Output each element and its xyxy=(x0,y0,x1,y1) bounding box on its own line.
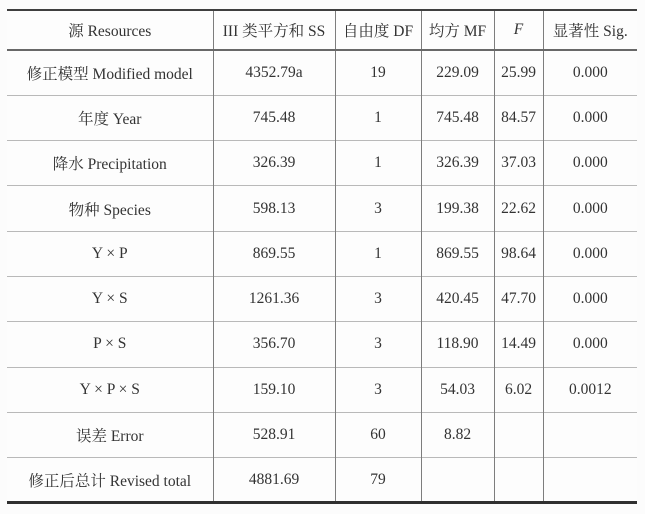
cell-mf: 420.45 xyxy=(421,276,494,321)
cell-df: 1 xyxy=(335,95,421,140)
cell-df: 3 xyxy=(335,322,421,367)
cell-df: 60 xyxy=(335,412,421,457)
cell-sig: 0.000 xyxy=(543,95,637,140)
column-header-f: F xyxy=(494,10,543,50)
cell-ss: 159.10 xyxy=(213,367,335,412)
cell-sig: 0.000 xyxy=(543,231,637,276)
table-row xyxy=(7,412,637,457)
cell-df: 1 xyxy=(335,231,421,276)
cell-source: 误差 Error xyxy=(75,428,144,446)
anova-table xyxy=(7,9,637,504)
cell-f: 14.49 xyxy=(494,322,543,367)
cell-mf: 54.03 xyxy=(421,367,494,412)
cell-f: 84.57 xyxy=(494,95,543,140)
cell-df: 79 xyxy=(335,458,421,503)
cell-sig: 0.000 xyxy=(543,50,637,95)
cell-source: Y × P × S xyxy=(79,380,140,398)
cell-mf: 199.38 xyxy=(421,186,494,231)
cell-sig: 0.000 xyxy=(543,322,637,367)
table-row xyxy=(7,141,637,186)
cell-df: 3 xyxy=(335,276,421,321)
cell-sig xyxy=(543,412,637,457)
table-row xyxy=(7,186,637,231)
table-row xyxy=(7,50,637,95)
cell-mf: 118.90 xyxy=(421,322,494,367)
cell-ss: 4881.69 xyxy=(213,458,335,503)
column-header-sig: 显著性 Sig. xyxy=(543,10,637,50)
table-row xyxy=(7,95,637,140)
cell-f: 37.03 xyxy=(494,141,543,186)
cell-sig: 0.0012 xyxy=(543,367,637,412)
cell-f: 6.02 xyxy=(494,367,543,412)
header-row xyxy=(7,10,637,50)
cell-sig: 0.000 xyxy=(543,186,637,231)
table-row xyxy=(7,367,637,412)
cell-ss: 4352.79a xyxy=(213,50,335,95)
cell-mf: 229.09 xyxy=(421,50,494,95)
cell-sig xyxy=(543,458,637,503)
cell-ss: 598.13 xyxy=(213,186,335,231)
cell-source: Y × P xyxy=(91,244,128,262)
cell-f xyxy=(494,458,543,503)
cell-df: 1 xyxy=(335,141,421,186)
cell-f xyxy=(494,412,543,457)
cell-source: 降水 Precipitation xyxy=(52,156,167,174)
cell-ss: 745.48 xyxy=(213,95,335,140)
cell-mf: 869.55 xyxy=(421,231,494,276)
cell-ss: 326.39 xyxy=(213,141,335,186)
cell-ss: 869.55 xyxy=(213,231,335,276)
table-row xyxy=(7,231,637,276)
cell-df: 3 xyxy=(335,367,421,412)
table-row xyxy=(7,458,637,503)
cell-source: P × S xyxy=(93,335,127,353)
cell-ss: 528.91 xyxy=(213,412,335,457)
cell-source: Y × S xyxy=(91,290,128,308)
cell-sig: 0.000 xyxy=(543,141,637,186)
cell-source: 修正模型 Modified model xyxy=(26,65,193,83)
column-header-source: 源 Resources xyxy=(68,23,152,40)
cell-mf xyxy=(421,458,494,503)
cell-f: 98.64 xyxy=(494,231,543,276)
cell-f: 47.70 xyxy=(494,276,543,321)
table-row xyxy=(7,276,637,321)
column-header-df: 自由度 DF xyxy=(335,10,421,50)
cell-source: 年度 Year xyxy=(78,110,142,128)
cell-source: 修正后总计 Revised total xyxy=(28,472,192,490)
cell-df: 19 xyxy=(335,50,421,95)
cell-ss: 356.70 xyxy=(213,322,335,367)
cell-ss: 1261.36 xyxy=(213,276,335,321)
cell-mf: 745.48 xyxy=(421,95,494,140)
cell-mf: 326.39 xyxy=(421,141,494,186)
column-header-ss: III 类平方和 SS xyxy=(213,10,335,50)
cell-mf: 8.82 xyxy=(421,412,494,457)
cell-f: 22.62 xyxy=(494,186,543,231)
table-body xyxy=(7,50,637,503)
cell-source: 物种 Species xyxy=(68,201,151,219)
column-header-mf: 均方 MF xyxy=(421,10,494,50)
cell-sig: 0.000 xyxy=(543,276,637,321)
cell-f: 25.99 xyxy=(494,50,543,95)
cell-df: 3 xyxy=(335,186,421,231)
table-row xyxy=(7,322,637,367)
table-header xyxy=(7,10,637,50)
